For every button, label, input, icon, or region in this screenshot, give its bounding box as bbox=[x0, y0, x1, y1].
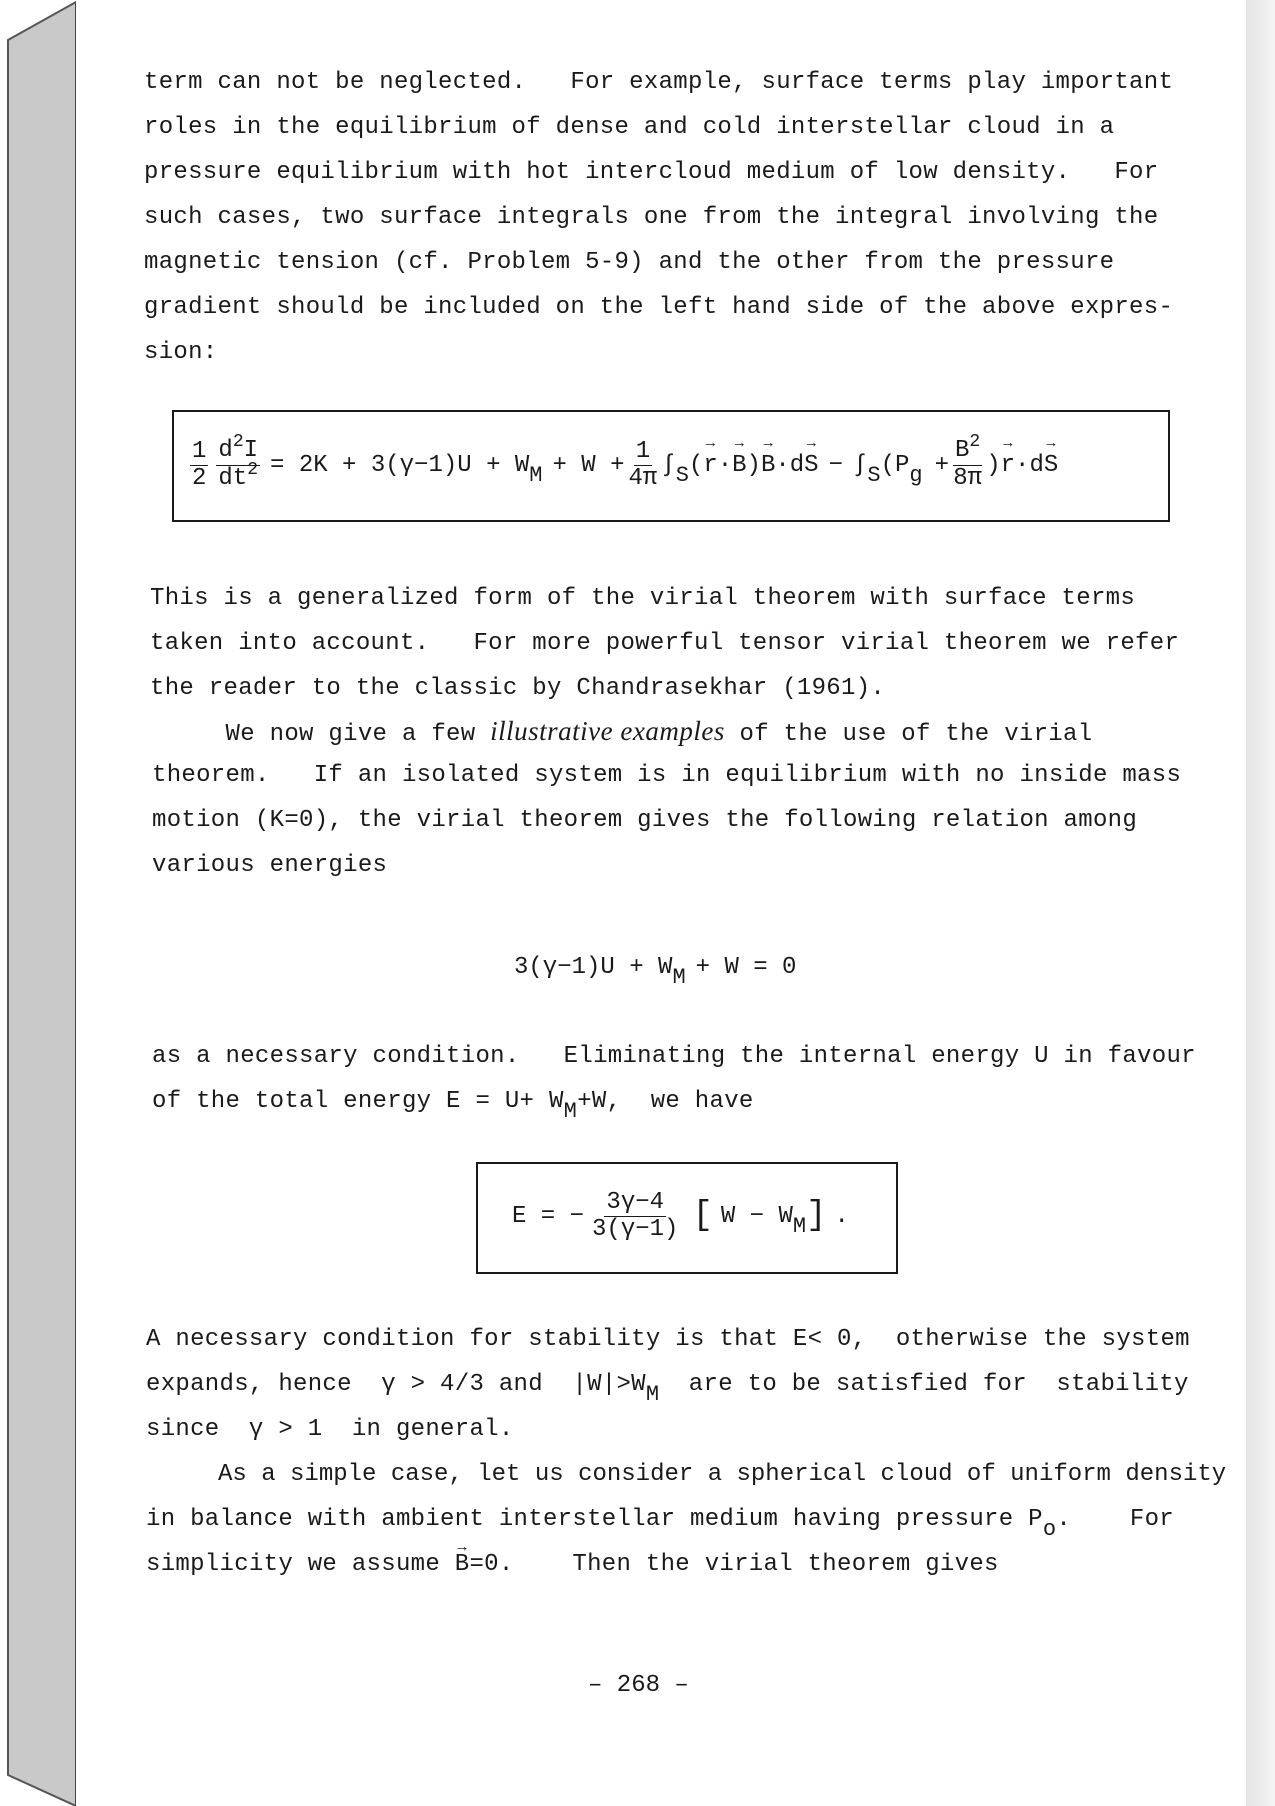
eq1-pg-sub: g bbox=[909, 462, 923, 488]
eq1-vec-r2: → r bbox=[1001, 452, 1015, 479]
p3-line-1-b: of the use of the virial bbox=[724, 721, 1093, 748]
eq1-pg: (P bbox=[880, 451, 910, 479]
p5-line-3: since γ > 1 in general. bbox=[146, 1416, 514, 1443]
eq1-integral-2: ∫ bbox=[852, 451, 868, 479]
eq1-paren-close: ) bbox=[746, 451, 761, 479]
eq1-dot-d: ·d bbox=[775, 451, 805, 479]
p5-line-2-b: are to be satisfied for stability bbox=[659, 1371, 1189, 1398]
p5-line-1: A necessary condition for stability is that E< 0, otherwise the system bbox=[146, 1326, 1190, 1353]
eq1-vec-b2: → B bbox=[761, 452, 775, 479]
eq1-dot: · bbox=[717, 451, 733, 479]
eq1-eightpi-den: 8π bbox=[953, 465, 983, 492]
eq1-fourpi-den: 4π bbox=[628, 464, 658, 492]
eq1-d: d bbox=[218, 436, 233, 464]
p4-line-2 bbox=[152, 1087, 754, 1124]
eq1-dot-d-2: ·d bbox=[1015, 451, 1044, 479]
eq1-integral-2-sub: S bbox=[867, 462, 881, 488]
p6-line-3-b: =0. Then the virial theorem gives bbox=[469, 1551, 999, 1578]
eq1-dt: dt bbox=[218, 464, 248, 492]
eq1-half-num: 1 bbox=[192, 437, 207, 465]
p1-line-4: such cases, two surface integrals one from the integral involving the bbox=[144, 204, 1159, 231]
p6-vec-b: → B bbox=[455, 1550, 470, 1580]
eq3-period: . bbox=[834, 1202, 849, 1230]
eq1-term-1: = 2K + 3(γ−1)U + W bbox=[270, 451, 530, 479]
p4-line-1: as a necessary condition. Eliminating the internal energy U in favour bbox=[152, 1043, 1196, 1070]
p3-line-1 bbox=[152, 716, 1092, 750]
equation-1 bbox=[186, 425, 1058, 505]
equation-2 bbox=[514, 950, 797, 990]
eq1-I: I bbox=[243, 436, 259, 464]
p6-line-2-a: in balance with ambient interstellar medium having pressure P bbox=[146, 1506, 1043, 1533]
p5-line-2-sub: M bbox=[645, 1382, 660, 1407]
p3-italic-phrase: illustrative examples bbox=[490, 716, 725, 746]
p2-line-1: This is a generalized form of the virial theorem with surface terms bbox=[150, 585, 1136, 612]
p6-line-3 bbox=[146, 1550, 999, 1580]
p3-line-1-a: We now give a few bbox=[152, 721, 491, 748]
p3-line-3: motion (K=0), the virial theorem gives the following relation among bbox=[152, 807, 1138, 834]
eq1-term-2: + W + bbox=[552, 451, 625, 479]
page-right-edge bbox=[1246, 0, 1275, 1806]
p4-line-2-a: of the total energy E = U+ W bbox=[152, 1088, 564, 1115]
p4-line-2-b: +W, we have bbox=[577, 1088, 754, 1115]
eq1-half-fraction bbox=[190, 439, 208, 492]
page-number: – 268 – bbox=[588, 1672, 689, 1699]
eq2-sub: M bbox=[672, 964, 686, 990]
p1-line-3: pressure equilibrium with hot intercloud medium of low density. For bbox=[144, 159, 1159, 186]
eq3-left-bracket: [ bbox=[692, 1197, 713, 1235]
document-page bbox=[76, 0, 1246, 1806]
eq1-vec-r: → r bbox=[703, 452, 717, 479]
p3-line-4: various energies bbox=[152, 852, 388, 879]
p1-line-7: sion: bbox=[144, 339, 218, 366]
eq1-integral-1: ∫ bbox=[661, 451, 676, 479]
eq3-fraction bbox=[592, 1190, 678, 1243]
p1-line-6: gradient should be included on the left hand side of the above expres- bbox=[144, 294, 1174, 321]
p2-line-2: taken into account. For more powerful tensor virial theorem we refer bbox=[150, 630, 1180, 657]
eq1-dt-sup: 2 bbox=[247, 459, 259, 480]
p6-line-3-a: simplicity we assume bbox=[146, 1551, 455, 1578]
eq1-integral-1-sub: S bbox=[675, 462, 689, 488]
p5-line-2 bbox=[146, 1370, 1189, 1407]
eq1-wm-sub: M bbox=[529, 462, 543, 488]
eq3-lhs: E = − bbox=[512, 1202, 585, 1230]
p1-line-1: term can not be neglected. For example, surface terms play important bbox=[144, 69, 1174, 96]
p3-line-2: theorem. If an isolated system is in equilibrium with no inside mass bbox=[152, 762, 1182, 789]
eq3-right-bracket: ] bbox=[806, 1197, 827, 1235]
equation-3 bbox=[512, 1178, 849, 1254]
eq1-d-sup: 2 bbox=[232, 431, 244, 452]
p6-line-2-sub: o bbox=[1042, 1517, 1057, 1542]
eq1-b: B bbox=[955, 437, 970, 464]
p2-line-3: the reader to the classic by Chandrasekhar (1961). bbox=[150, 675, 886, 702]
eq1-derivative-fraction bbox=[216, 431, 260, 493]
p6-line-2-b: . For bbox=[1056, 1506, 1174, 1533]
eq1-paren-close-2: ) bbox=[986, 451, 1001, 479]
eq1-fourpi-num: 1 bbox=[635, 437, 651, 465]
book-spine bbox=[0, 0, 76, 1806]
eq1-vec-s: → S bbox=[804, 452, 818, 479]
eq1-plus: + bbox=[934, 451, 950, 479]
eq1-b-sup: 2 bbox=[969, 432, 981, 452]
p1-line-2: roles in the equilibrium of dense and cold interstellar cloud in a bbox=[144, 114, 1115, 141]
p6-line-1: As a simple case, let us consider a spherical cloud of uniform density bbox=[146, 1461, 1227, 1488]
eq1-half-den: 2 bbox=[192, 464, 207, 492]
p1-line-5: magnetic tension (cf. Problem 5-9) and the other from the pressure bbox=[144, 249, 1115, 276]
eq3-den: 3(γ−1) bbox=[592, 1215, 679, 1243]
eq1-eightpi-fraction bbox=[953, 432, 983, 492]
eq3-w-term: W − W bbox=[720, 1202, 793, 1230]
eq2-term-a: 3(γ−1)U + W bbox=[514, 953, 673, 981]
p5-line-2-a: expands, hence γ > 4/3 and |W|>W bbox=[146, 1371, 646, 1398]
eq2-term-b: + W = 0 bbox=[695, 953, 797, 981]
p6-line-2 bbox=[146, 1505, 1174, 1542]
eq1-derivative-den bbox=[218, 459, 259, 493]
eq1-vec-s2: → S bbox=[1044, 452, 1058, 479]
eq1-eightpi-num bbox=[953, 432, 982, 466]
p4-line-2-sub: M bbox=[563, 1099, 578, 1124]
eq3-sub: M bbox=[792, 1213, 807, 1239]
eq1-fourpi-fraction bbox=[629, 439, 658, 492]
eq1-vec-b: → B bbox=[732, 452, 746, 479]
eq1-paren-open: ( bbox=[688, 451, 704, 479]
eq3-num: 3γ−4 bbox=[606, 1188, 665, 1216]
eq1-minus: − bbox=[828, 451, 843, 479]
